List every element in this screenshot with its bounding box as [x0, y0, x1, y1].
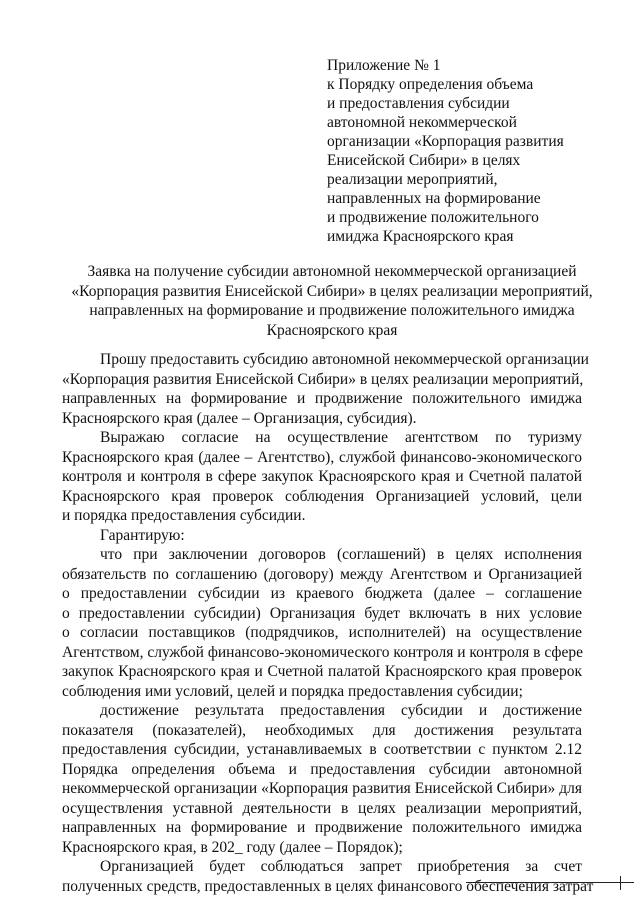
paragraph-line: Красноярского края, в 202_ году (далее – Порядок);: [62, 838, 403, 856]
paragraph-line: Красноярского края проверок соблюдения Организацией условий, цели: [62, 487, 582, 505]
body-paragraph: [62, 526, 582, 546]
document-body: [62, 350, 594, 896]
paragraph-line: предоставления субсидии, устанавливаемых в соответствии с пунктом 2.12: [62, 741, 582, 758]
paragraph-line: Агентством, службой финансово-экономического контроля и контроля в сфере: [62, 643, 583, 661]
paragraph-line: достижение результата предоставления субсидии и достижение: [100, 702, 582, 719]
paragraph-line: о предоставлении субсидии из краевого бюджета (далее – соглашение: [62, 585, 582, 602]
appendix-line: и предоставления субсидии: [327, 95, 510, 112]
paragraph-line: Гарантирую:: [100, 526, 185, 544]
appendix-line: направленных на формирование: [327, 190, 541, 207]
appendix-line: Енисейской Сибири» в целях: [327, 152, 521, 169]
body-paragraph: [62, 350, 589, 428]
document-title: [48, 262, 616, 340]
paragraph-line: полученных средств, предоставленных в целях финансового обеспечения затрат: [62, 877, 594, 895]
appendix-header: [327, 56, 627, 246]
appendix-line: Приложение № 1: [327, 57, 441, 74]
paragraph-line: Организацией будет соблюдаться запрет приобретения за счет: [100, 858, 582, 875]
paragraph-line: направленных на формирование и продвижение положительного имиджа: [62, 819, 582, 836]
paragraph-line: Прошу предоставить субсидию автономной некоммерческой организации: [100, 351, 589, 368]
title-line: Красноярского края: [266, 321, 398, 339]
paragraph-line: что при заключении договоров (соглашений) в целях исполнения: [100, 546, 582, 563]
page-footer-rule: [466, 882, 634, 883]
appendix-line: автономной некоммерческой: [327, 114, 517, 131]
paragraph-line: некоммерческой организации «Корпорация развития Енисейской Сибири» для: [62, 780, 582, 797]
appendix-line: и продвижение положительного: [327, 209, 539, 226]
appendix-line: имиджа Красноярского края: [327, 228, 514, 245]
paragraph-line: и порядка предоставления субсидии.: [62, 507, 306, 524]
paragraph-line: «Корпорация развития Енисейской Сибири» в целях реализации мероприятий,: [62, 370, 584, 388]
body-paragraph: [62, 857, 594, 896]
body-paragraph: [62, 701, 582, 857]
paragraph-line: Выражаю согласие на осуществление агентством по туризму: [100, 429, 582, 446]
title-line: направленных на формирование и продвижение положительного имиджа: [89, 302, 575, 319]
paragraph-line: направленных на формирование и продвижение положительного имиджа: [62, 390, 582, 407]
paragraph-line: показателя (показателей), необходимых для достижения результата: [62, 721, 582, 739]
paragraph-line: Красноярского края (далее – Агентство), службой финансово-экономического: [62, 448, 582, 466]
paragraph-line: обязательств по соглашению (договору) между Агентством и Организацией: [62, 565, 582, 583]
title-line: Заявка на получение субсидии автономной некоммерческой организацией: [87, 263, 577, 280]
title-line: «Корпорация развития Енисейской Сибири» в целях реализации мероприятий,: [71, 282, 593, 300]
paragraph-line: соблюдения ими условий, целей и порядка предоставления субсидии;: [62, 682, 523, 700]
paragraph-line: о предоставлении субсидии) Организация будет включать в них условие: [62, 604, 582, 622]
appendix-line: организации «Корпорация развития: [327, 133, 564, 150]
page-footer-tick: [620, 876, 621, 890]
body-paragraph: [62, 428, 582, 526]
paragraph-line: контроля и контроля в сфере закупок Красноярского края и Счетной палатой: [62, 468, 582, 485]
paragraph-line: о согласии поставщиков (подрядчиков, исполнителей) на осуществление: [62, 624, 582, 641]
appendix-line: реализации мероприятий,: [327, 171, 498, 188]
paragraph-line: закупок Красноярского края и Счетной палатой Красноярского края проверок: [62, 663, 582, 680]
paragraph-line: осуществления уставной деятельности в целях реализации мероприятий,: [62, 799, 582, 817]
paragraph-line: Красноярского края (далее – Организация, субсидия).: [62, 409, 417, 427]
paragraph-line: Порядка определения объема и предоставления субсидии автономной: [62, 760, 582, 778]
appendix-line: к Порядку определения объема: [327, 76, 534, 93]
body-paragraph: [62, 545, 582, 701]
